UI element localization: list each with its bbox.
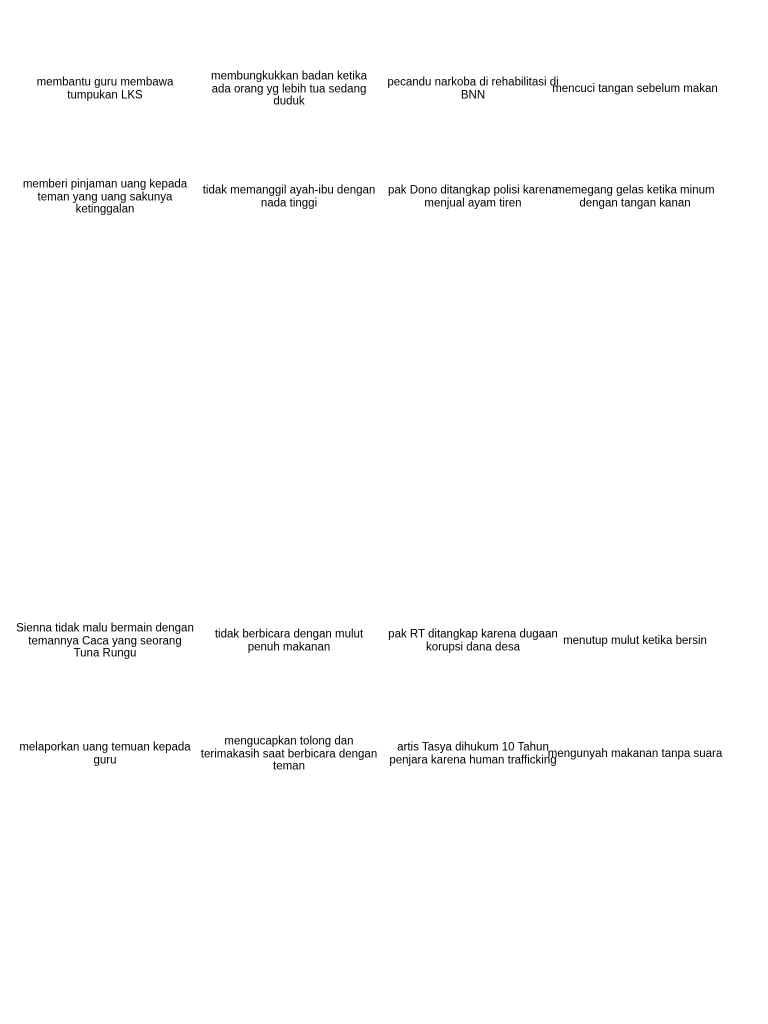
card-text bbox=[384, 629, 562, 654]
card-text bbox=[546, 185, 724, 210]
card-label: artis Tasya dihukum 10 Tahun penjara karena human trafficking bbox=[389, 741, 557, 766]
card-text bbox=[384, 185, 562, 210]
card-label: pecandu narkoba di rehabilitasi di BNN bbox=[387, 76, 559, 101]
card-text bbox=[16, 742, 194, 767]
card-label: mengunyah makanan tanpa suara bbox=[547, 747, 723, 760]
card-label: mencuci tangan sebelum makan bbox=[552, 82, 718, 95]
card-text bbox=[200, 629, 378, 654]
card-label: mengucapkan tolong dan terimakasih saat berbicara dengan teman bbox=[200, 735, 378, 773]
card-text bbox=[16, 77, 194, 102]
card-text bbox=[546, 83, 724, 96]
card-text bbox=[384, 77, 562, 102]
card-label: pak RT ditangkap karena dugaan korupsi dana desa bbox=[388, 628, 558, 653]
card-label: melaporkan uang temuan kepada guru bbox=[19, 741, 191, 766]
card-text bbox=[384, 742, 562, 767]
card-label: tidak memanggil ayah-ibu dengan nada tinggi bbox=[202, 184, 376, 209]
card-label: pak Dono ditangkap polisi karena menjual ayam tiren bbox=[387, 184, 559, 209]
card-text bbox=[200, 185, 378, 210]
card-label: memegang gelas ketika minum dengan tangan kanan bbox=[555, 184, 715, 209]
card-text bbox=[546, 748, 724, 761]
card-text bbox=[546, 635, 724, 648]
card-text bbox=[16, 178, 194, 216]
card-text bbox=[200, 70, 378, 108]
card-text bbox=[200, 735, 378, 773]
card-label: membungkukkan badan ketika ada orang yg lebih tua sedang duduk bbox=[211, 70, 367, 108]
card-label: Sienna tidak malu bermain dengan temannya Caca yang seorang Tuna Rungu bbox=[16, 622, 194, 660]
card-text bbox=[16, 622, 194, 660]
card-label: tidak berbicara dengan mulut penuh makanan bbox=[214, 628, 364, 653]
card-label: memberi pinjaman uang kepada teman yang uang sakunya ketinggalan bbox=[22, 178, 188, 216]
card-label: membantu guru membawa tumpukan LKS bbox=[36, 76, 174, 101]
card-label: menutup mulut ketika bersin bbox=[563, 634, 707, 647]
